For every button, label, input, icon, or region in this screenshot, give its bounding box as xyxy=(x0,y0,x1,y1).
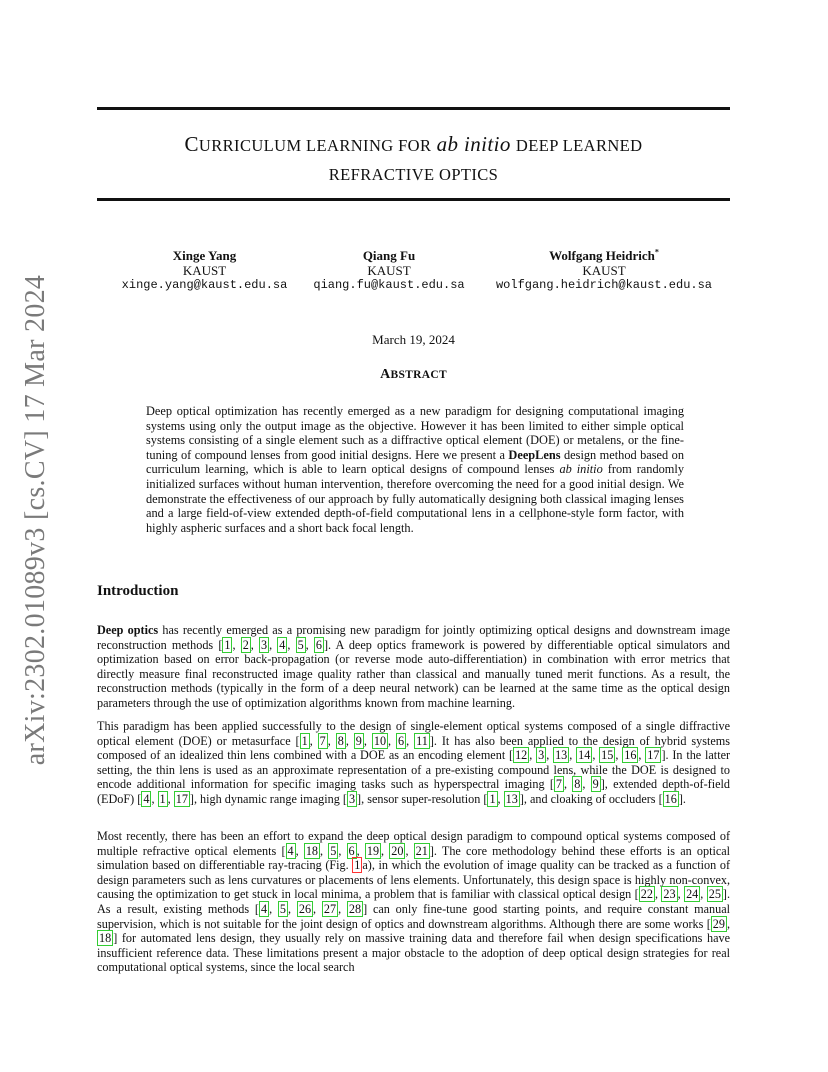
citation-separator: , xyxy=(295,843,304,858)
citation-link[interactable]: 1 xyxy=(159,791,166,806)
paragraph-text: ]. xyxy=(678,791,686,806)
paragraph-text: ]. It has also been applied to the design of hybrid systems composed of an idealized thin lens combined with a DOE as an encoding element [ xyxy=(97,733,731,763)
citation-link[interactable]: 6 xyxy=(348,843,355,858)
title-rule-top xyxy=(97,107,730,110)
citation-separator: , xyxy=(288,901,297,916)
abstract-heading-cap: A xyxy=(380,367,391,382)
abstract-italic: ab initio xyxy=(559,462,603,477)
paragraph-text: a), in which the evolution of image quality can be tracked as a function of design parameters such as lens curvatures or placements of lens elements. Unfortunately, this design space is highly non-convex, causing the optimization to get stuck in local minima, a problem that is familiar with classical optical design [ xyxy=(97,858,731,902)
citation-separator: , xyxy=(700,887,707,902)
paragraph-text: has recently emerged as a promising new paradigm for jointly optimizing optical designs and downstream image reconstruction methods [ xyxy=(97,623,731,652)
citation-link[interactable]: 4 xyxy=(143,791,150,806)
citation-separator: , xyxy=(320,843,329,858)
paragraph-text: Most recently, there has been an effort to expand the deep optical design paradigm to compound optical systems composed of multiple refractive optical elements [ xyxy=(97,829,730,858)
author-name: Xinge Yang xyxy=(172,248,237,263)
citation-link[interactable]: 13 xyxy=(505,791,518,806)
paragraph-text: ] can only fine-tune good starting points, and require constant manual supervision, which is not suitable for the joint design of optics and downstream algorithms. Although there are some works [ xyxy=(97,901,731,931)
citation-link[interactable]: 19 xyxy=(366,843,380,858)
citation-link[interactable]: 18 xyxy=(99,931,112,946)
paragraph-text: ]. In the latter setting, the thin lens is used as an approximate representation of a pre-existing compound lens, while the DOE is designed to encode additional information for specific imaging tasks such as hyperspectral imaging [ xyxy=(97,748,731,792)
author xyxy=(97,248,312,293)
abstract-heading xyxy=(97,367,730,383)
citation-separator: , xyxy=(363,733,372,748)
citation-separator: , xyxy=(726,916,730,931)
citation-link[interactable]: 9 xyxy=(592,777,599,792)
citation-separator: , xyxy=(269,901,278,916)
section-title: Introduction xyxy=(97,583,179,599)
citation-separator: , xyxy=(309,733,318,748)
citation-separator: , xyxy=(592,748,600,763)
citation-separator: , xyxy=(269,637,278,652)
citation-link[interactable]: 25 xyxy=(708,887,721,902)
citation-link[interactable]: 18 xyxy=(305,843,318,858)
citation-link[interactable]: 1 xyxy=(301,733,308,748)
corresponding-mark: * xyxy=(654,247,659,257)
citation-separator: , xyxy=(388,733,396,748)
citation-separator: , xyxy=(356,843,365,858)
citation-link[interactable]: 26 xyxy=(298,901,312,916)
author-affiliation: KAUST xyxy=(367,263,411,278)
author-email[interactable]: wolfgang.heidrich@kaust.edu.sa xyxy=(495,278,713,292)
paragraph-text: ] for automated lens design, they usually rely on massive training data and therefore fail when design specifications have insufficient reference data. These limitations present a major obstacle to the adoption of deep optical design strategies for real computational optical systems, since the local search xyxy=(97,931,730,975)
paper-date: March 19, 2024 xyxy=(372,332,455,347)
citation-separator: , xyxy=(287,637,296,652)
citation-separator: , xyxy=(167,791,174,806)
title-rule-bottom xyxy=(97,198,730,201)
citation-separator: , xyxy=(305,637,314,652)
title-part-2: DEEP LEARNED xyxy=(515,136,643,155)
citation-separator: , xyxy=(677,887,685,902)
citation-link[interactable]: 6 xyxy=(315,637,322,652)
citation-link[interactable]: 1 xyxy=(224,637,231,652)
author xyxy=(489,248,719,293)
citation-link[interactable]: 17 xyxy=(647,748,660,763)
citation-separator: , xyxy=(338,843,347,858)
citation-link[interactable]: 4 xyxy=(260,901,268,916)
paragraph-text: ]. As a result, existing methods [ xyxy=(97,887,731,916)
citation-link[interactable]: 3 xyxy=(260,637,268,652)
citation-link[interactable]: 3 xyxy=(348,791,356,806)
citation-link[interactable]: 7 xyxy=(555,777,562,792)
citation-separator: , xyxy=(313,901,322,916)
citation-link[interactable]: 17 xyxy=(175,791,188,806)
citation-link[interactable]: 10 xyxy=(373,733,387,748)
citation-separator: , xyxy=(654,887,662,902)
author-affiliation: KAUST xyxy=(182,263,227,278)
citation-link[interactable]: 23 xyxy=(663,887,676,902)
author-block xyxy=(97,248,730,298)
citation-link[interactable]: 27 xyxy=(323,901,337,916)
abstract-text: design method based on curriculum learning, which is able to learn optical designs of compound lenses xyxy=(146,447,684,477)
title-italic: ab initio xyxy=(436,132,511,156)
citation-separator: , xyxy=(497,791,504,806)
abstract-text: from randomly initialized surfaces without human intervention, therefore overcoming the need for a good initial design. We demonstrate the effectiveness of our approach by fully automatically designing both classical imaging lenses and a large field-of-view extended depth-of-field computational lens in a cellphone-style form factor, with highly aspheric surfaces and a short back focal length. xyxy=(146,462,684,535)
citation-separator: , xyxy=(615,748,623,763)
paper-title xyxy=(97,130,730,189)
title-line-2: REFRACTIVE OPTICS xyxy=(328,165,499,184)
citation-link[interactable]: 29 xyxy=(712,916,725,931)
citation-link[interactable]: 2 xyxy=(242,637,249,652)
paragraph xyxy=(97,623,730,711)
citation-link[interactable]: 13 xyxy=(555,748,568,763)
paragraph xyxy=(97,829,730,975)
citation-link[interactable]: 24 xyxy=(686,887,699,902)
abstract-method-name: DeepLens xyxy=(508,447,561,462)
citation-separator: , xyxy=(582,777,591,792)
citation-separator: , xyxy=(546,748,554,763)
citation-link[interactable]: 5 xyxy=(330,843,337,858)
author-email[interactable]: qiang.fu@kaust.edu.sa xyxy=(313,278,465,292)
citation-link[interactable]: 16 xyxy=(664,791,677,806)
figure-link[interactable]: 1 xyxy=(354,858,361,873)
paragraph xyxy=(97,719,730,807)
citation-link[interactable]: 5 xyxy=(297,637,304,652)
citation-separator: , xyxy=(232,637,241,652)
citation-link[interactable]: 15 xyxy=(601,748,614,763)
abstract-heading-rest: BSTRACT xyxy=(390,369,447,381)
citation-separator: , xyxy=(405,843,414,858)
citation-link[interactable]: 21 xyxy=(415,843,428,858)
title-initial-cap: C xyxy=(184,132,199,156)
citation-link[interactable]: 8 xyxy=(337,733,344,748)
citation-link[interactable]: 8 xyxy=(574,777,581,792)
citation-link[interactable]: 6 xyxy=(398,733,405,748)
citation-link[interactable]: 12 xyxy=(515,748,528,763)
author-name-wrap xyxy=(489,248,719,263)
citation-link[interactable]: 5 xyxy=(279,901,287,916)
citation-link[interactable]: 11 xyxy=(416,733,428,748)
citation-separator: , xyxy=(345,733,354,748)
citation-link[interactable]: 1 xyxy=(489,791,496,806)
citation-separator: , xyxy=(529,748,537,763)
paragraph-text: ]. A deep optics framework is powered by differentiable optical simulators and optimization based on error back-propagation (or reverse mode auto-differentiation) in combination with error metrics that directly measure final reconstructed image quality rather than classical and manually tuned merit functions. As a result, the reconstruction methods (typically in the form of a deep neural network) can be learned at the same time as the optical design parameters through the use of optimization algorithms known from machine learning. xyxy=(97,637,731,710)
citation-separator: , xyxy=(338,901,347,916)
author-name: Qiang Fu xyxy=(362,248,416,263)
arxiv-stamp: arXiv:2302.01089v3 [cs.CV] 17 Mar 2024 xyxy=(20,274,51,766)
paragraph-text: ], extended depth-of-field (EDoF) [ xyxy=(97,777,730,806)
citation-separator: , xyxy=(381,843,390,858)
paragraph-lead: Deep optics xyxy=(97,623,159,637)
citation-separator: , xyxy=(327,733,336,748)
citation-link[interactable]: 7 xyxy=(319,733,326,748)
paragraph-text: ], sensor super-resolution [ xyxy=(357,791,488,806)
citation-separator: , xyxy=(250,637,259,652)
paragraph-text: ], and cloaking of occluders [ xyxy=(519,791,663,806)
paragraph-text: ], high dynamic range imaging [ xyxy=(189,791,347,806)
author-name: Wolfgang Heidrich xyxy=(549,248,655,263)
citation-separator: , xyxy=(564,777,573,792)
citation-link[interactable]: 3 xyxy=(538,748,545,763)
citation-separator: , xyxy=(569,748,577,763)
author-email[interactable]: xinge.yang@kaust.edu.sa xyxy=(121,278,288,292)
paragraph-text: This paradigm has been applied successfully to the design of single-element optical systems composed of a single diffractive optical element (DOE) or metasurface [ xyxy=(97,719,730,748)
abstract-body xyxy=(146,404,684,535)
paragraph-text: ]. The core methodology behind these efforts is an optical simulation based on differentiable ray-tracing (Fig. xyxy=(97,843,731,873)
citation-link[interactable]: 9 xyxy=(355,733,362,748)
citation-link[interactable]: 4 xyxy=(279,637,286,652)
citation-separator: , xyxy=(406,733,415,748)
citation-link[interactable]: 20 xyxy=(391,843,404,858)
citation-link[interactable]: 14 xyxy=(578,748,591,763)
citation-link[interactable]: 4 xyxy=(287,843,294,858)
title-part-1: URRICULUM LEARNING FOR xyxy=(198,136,432,155)
citation-link[interactable]: 22 xyxy=(640,887,653,902)
author-affiliation: KAUST xyxy=(582,263,626,278)
citation-link[interactable]: 28 xyxy=(348,901,362,916)
author xyxy=(309,248,469,293)
citation-separator: , xyxy=(151,791,158,806)
abstract-text: Deep optical optimization has recently emerged as a new paradigm for designing computational imaging systems using only the output image as the objective. However it has been limited to either simple optical systems consisting of a single element such as a diffractive optical element (DOE) or metalens, or the fine-tuning of compound lenses from good initial designs. Here we present a xyxy=(146,404,684,462)
citation-separator: , xyxy=(638,748,646,763)
citation-link[interactable]: 16 xyxy=(624,748,637,763)
